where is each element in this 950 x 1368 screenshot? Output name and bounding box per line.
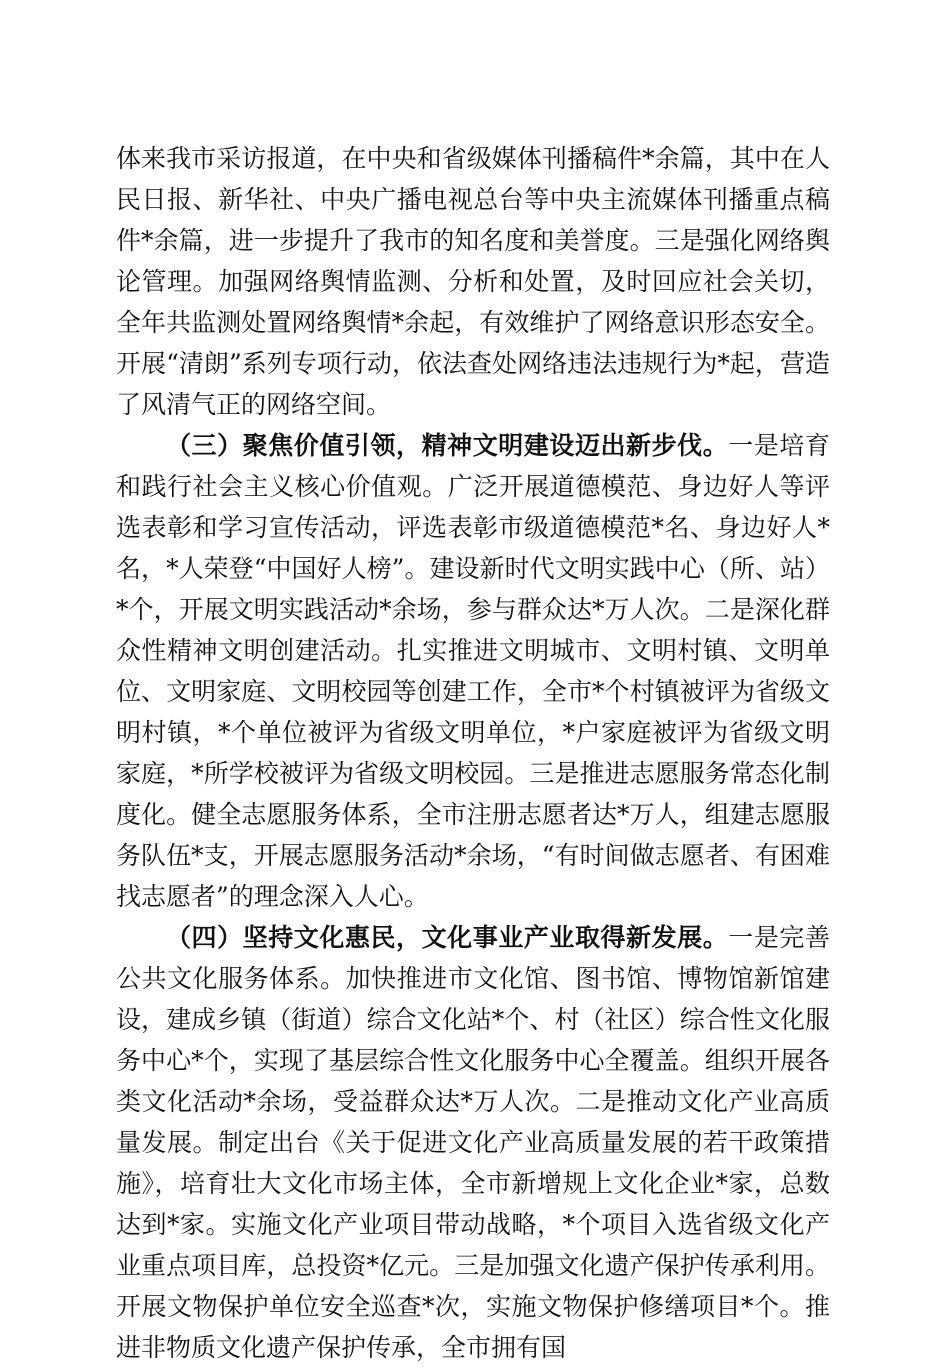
document-page — [116, 138, 830, 1368]
section-heading: （四）坚持文化惠民，文化事业产业取得新发展。 — [166, 923, 729, 952]
paragraph-body: 一是完善公共文化服务体系。加快推进市文化馆、图书馆、博物馆新馆建设，建成乡镇（街道）综合文化站*个、村（社区）综合性文化服务中心*个，实现了基层综合性文化服务中心全覆盖。组织开展各类文化活动*余场，受益群众达*万人次。二是推动文化产业高质量发展。制定出台《关于促进文化产业高质量发展的若干政策措施》，培育壮大文化市场主体，全市新增规上文化企业*家，总数达到*家。实施文化产业项目带动战略，*个项目入选省级文化产业重点项目库，总投资*亿元。三是加强文化遗产保护传承利用。开展文物保护单位安全巡查*次，实施文物保护修缮项目*个。推进非物质文化遗产保护传承，全市拥有国 — [116, 923, 830, 1362]
section-heading: （三）聚焦价值引领，精神文明建设迈出新步伐。 — [166, 431, 729, 460]
paragraph-continuation — [116, 138, 830, 425]
paragraph-body: 一是培育和践行社会主义核心价值观。广泛开展道德模范、身边好人等评选表彰和学习宣传活动，评选表彰市级道德模范*名、身边好人*名，*人荣登“中国好人榜”。建设新时代文明实践中心（所、站）*个，开展文明实践活动*余场，参与群众达*万人次。二是深化群众性精神文明创建活动。扎实推进文明城市、文明村镇、文明单位、文明家庭、文明校园等创建工作，全市*个村镇被评为省级文明村镇，*个单位被评为省级文明单位，*户家庭被评为省级文明家庭，*所学校被评为省级文明校园。三是推进志愿服务常态化制度化。健全志愿服务体系，全市注册志愿者达*万人，组建志愿服务队伍*支，开展志愿服务活动*余场，“有时间做志愿者、有困难找志愿者”的理念深入人心。 — [116, 431, 830, 911]
paragraph-section-four — [116, 917, 830, 1368]
paragraph-section-three — [116, 425, 830, 917]
paragraph-body: 体来我市采访报道，在中央和省级媒体刊播稿件*余篇，其中在人民日报、新华社、中央广播电视总台等中央主流媒体刊播重点稿件*余篇，进一步提升了我市的知名度和美誉度。三是强化网络舆论管理。加强网络舆情监测、分析和处置，及时回应社会关切，全年共监测处置网络舆情*余起，有效维护了网络意识形态安全。开展“清朗”系列专项行动，依法查处网络违法违规行为*起，营造了风清气正的网络空间。 — [116, 144, 830, 419]
